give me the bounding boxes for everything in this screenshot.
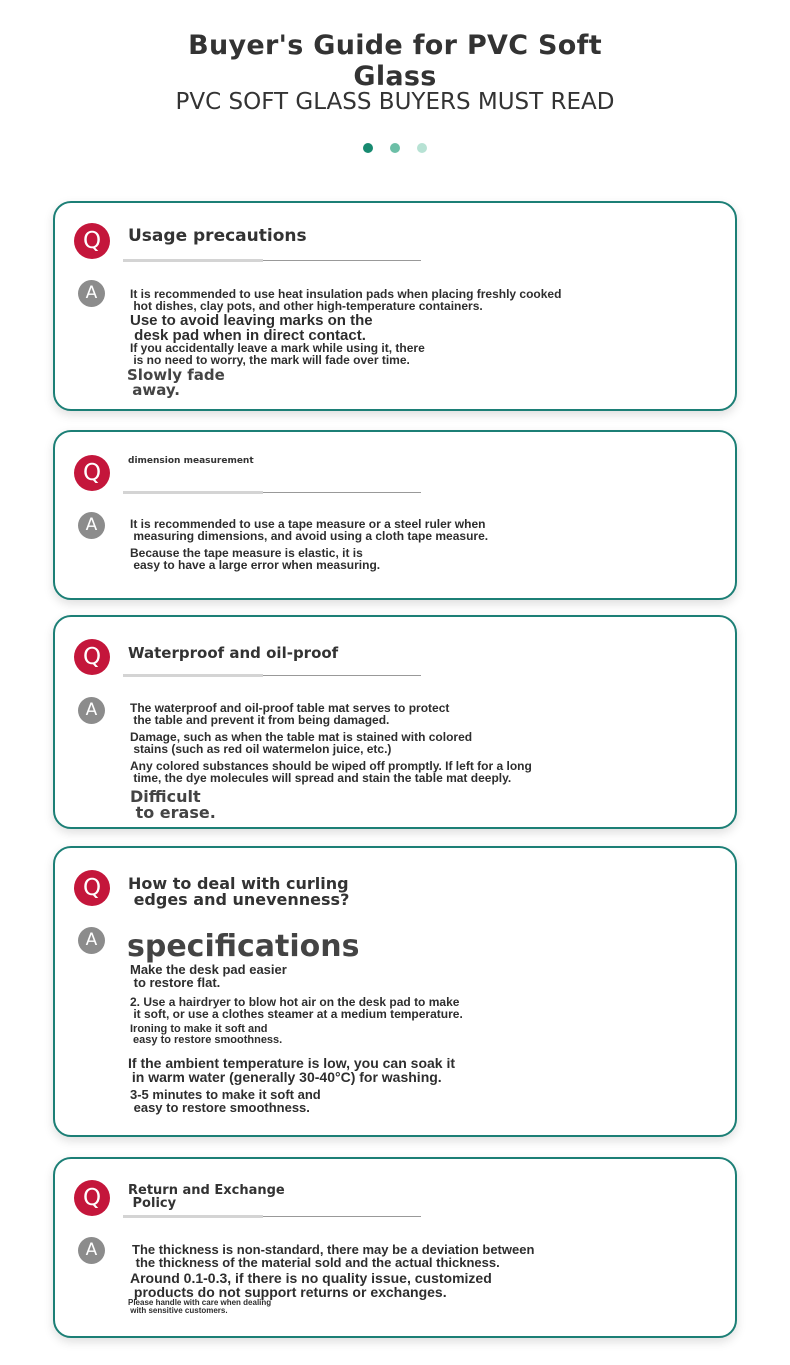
- divider: [123, 260, 421, 261]
- decorative-dots: [0, 143, 790, 153]
- answer-text: The waterproof and oil-proof table mat serves to protect the table and prevent it from being damaged.: [130, 701, 450, 727]
- answer-icon: A: [78, 512, 105, 539]
- question-icon: Q: [74, 223, 110, 259]
- answer-text: Please handle with care when dealing with sensitive customers.: [128, 1298, 272, 1315]
- answer-text: Any colored substances should be wiped off promptly. If left for a long time, the dye molecules will spread and stain the table mat deeply.: [130, 759, 532, 785]
- divider: [123, 492, 421, 493]
- question-title: Usage precautions: [128, 226, 307, 246]
- answer-text: specifications: [127, 929, 360, 964]
- dot-1: [363, 143, 373, 153]
- page-subtitle: PVC SOFT GLASS BUYERS MUST READ: [175, 89, 615, 115]
- divider: [123, 1216, 421, 1217]
- faq-card-usage-precautions: [53, 201, 737, 411]
- faq-card-return-exchange: [53, 1157, 737, 1338]
- question-icon: Q: [74, 455, 110, 491]
- question-title: dimension measurement: [128, 456, 254, 466]
- answer-icon: A: [78, 280, 105, 307]
- faq-card-waterproof: [53, 615, 737, 829]
- answer-text: Around 0.1-0.3, if there is no quality issue, customized products do not support returns or exchanges.: [130, 1270, 492, 1300]
- question-title: Return and Exchange Policy: [128, 1183, 285, 1211]
- answer-text: Because the tape measure is elastic, it is easy to have a large error when measuring.: [130, 546, 381, 572]
- answer-text: Ironing to make it soft and easy to restore smoothness.: [130, 1023, 283, 1046]
- answer-text: The thickness is non-standard, there may be a deviation between the thickness of the material sold and the actual thickness.: [132, 1242, 535, 1270]
- answer-text: If the ambient temperature is low, you can soak it in warm water (generally 30-40°C) for washing.: [128, 1055, 456, 1085]
- answer-text: If you accidentally leave a mark while using it, there is no need to worry, the mark will fade over time.: [130, 341, 425, 367]
- question-title: How to deal with curling edges and unevenness?: [128, 874, 350, 909]
- answer-text: Use to avoid leaving marks on the desk pad when in direct contact.: [130, 312, 373, 344]
- faq-card-curling-edges: [53, 846, 737, 1137]
- answer-text: It is recommended to use heat insulation pads when placing freshly cooked hot dishes, clay pots, and other high-temperature containers.: [130, 287, 562, 313]
- question-icon: Q: [74, 870, 110, 906]
- dot-2: [390, 143, 400, 153]
- dot-3: [417, 143, 427, 153]
- answer-text: 2. Use a hairdryer to blow hot air on the desk pad to make it soft, or use a clothes steamer at a medium temperature.: [130, 995, 463, 1021]
- answer-text: Slowly fade away.: [127, 366, 225, 399]
- answer-text: It is recommended to use a tape measure or a steel ruler when measuring dimensions, and avoid using a cloth tape measure.: [130, 517, 489, 543]
- answer-text: Difficult to erase.: [130, 787, 216, 822]
- answer-text: Damage, such as when the table mat is stained with colored stains (such as red oil watermelon juice, etc.): [130, 730, 473, 756]
- faq-card-dimension-measurement: [53, 430, 737, 600]
- answer-icon: A: [78, 927, 105, 954]
- answer-icon: A: [78, 697, 105, 724]
- question-icon: Q: [74, 639, 110, 675]
- question-title: Waterproof and oil-proof: [128, 644, 339, 662]
- answer-text: 3-5 minutes to make it soft and easy to restore smoothness.: [130, 1087, 321, 1115]
- answer-text: Make the desk pad easier to restore flat.: [130, 962, 287, 990]
- answer-icon: A: [78, 1237, 105, 1264]
- question-icon: Q: [74, 1180, 110, 1216]
- divider: [123, 675, 421, 676]
- page-title: Buyer's Guide for PVC Soft Glass: [188, 30, 602, 92]
